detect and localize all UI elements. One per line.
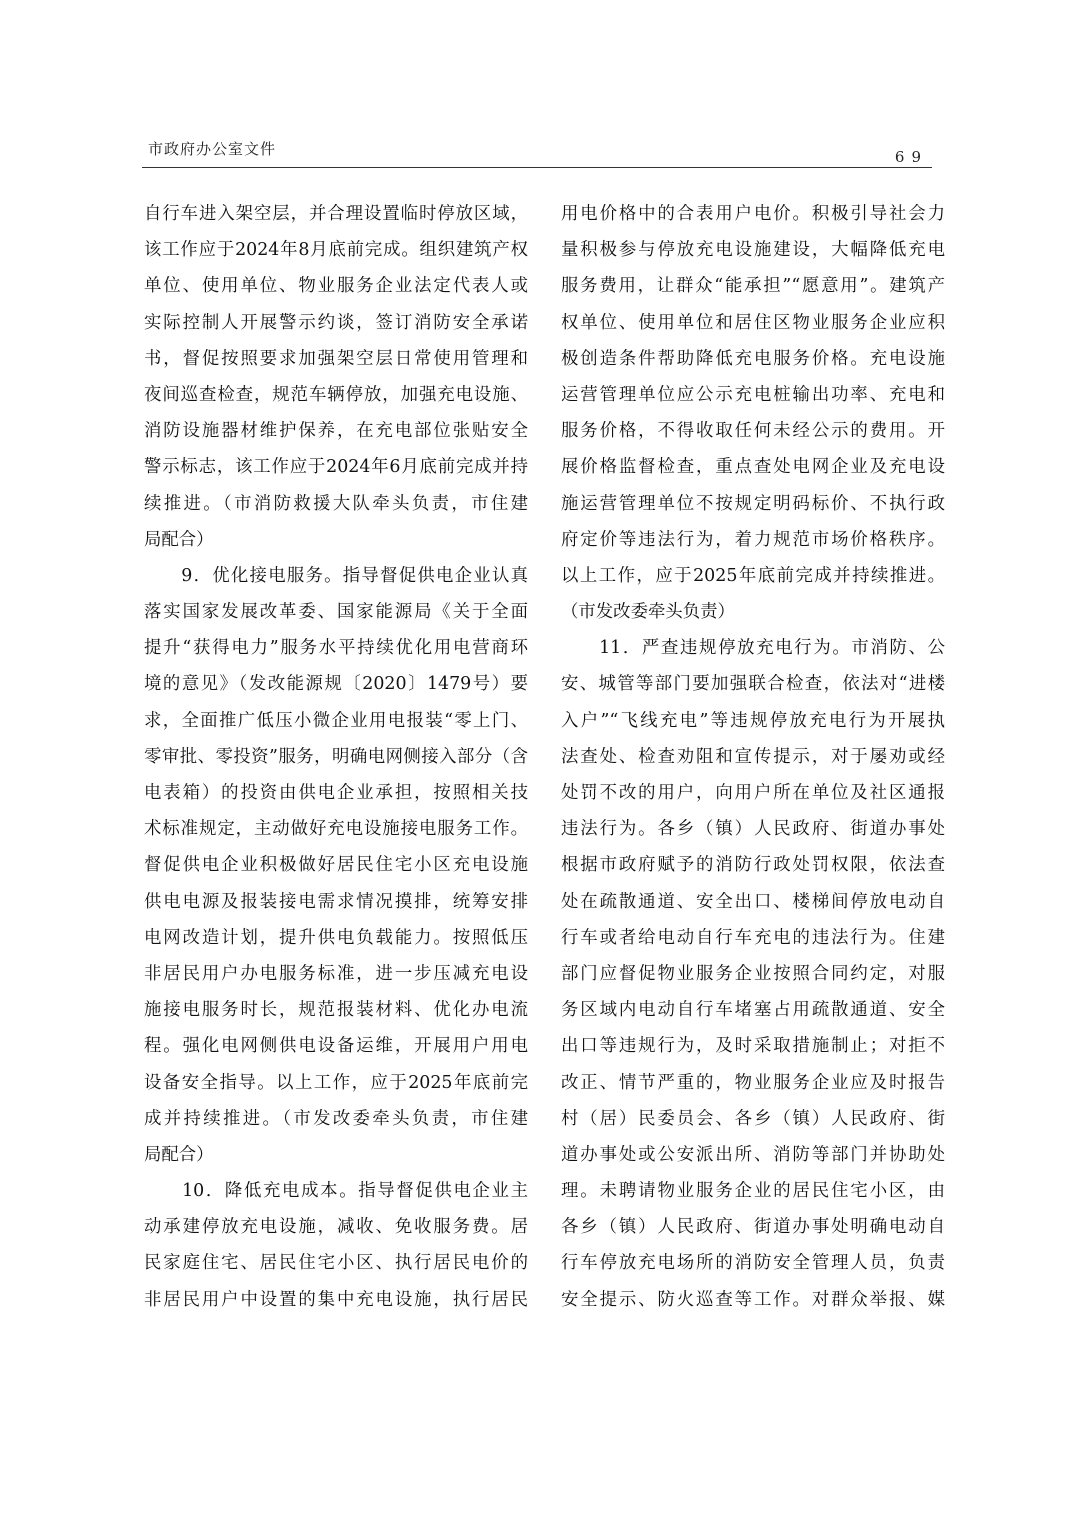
text-line: 局配合） bbox=[144, 1144, 214, 1165]
text-line: 安全提示、防火巡查等工作。对群众举报、媒 bbox=[561, 1289, 945, 1310]
text-line: 求，全面推广低压小微企业用电报装“零上门、 bbox=[144, 710, 528, 731]
text-line: 该工作应于2024年8月底前完成。组织建筑产权 bbox=[144, 240, 528, 261]
text-line: 境的意见》（发改能源规〔2020〕1479号）要 bbox=[144, 674, 528, 695]
header-title: 市政府办公室文件 bbox=[148, 140, 277, 158]
running-header bbox=[142, 134, 932, 168]
page-number: 69 bbox=[894, 148, 928, 166]
header-rule bbox=[142, 167, 932, 168]
text-line: 用电价格中的合表用户电价。积极引导社会力 bbox=[561, 204, 945, 224]
text-line: （市发改委牵头负责） bbox=[561, 602, 735, 623]
text-line: 权单位、使用单位和居住区物业服务企业应积 bbox=[561, 312, 945, 333]
left-column bbox=[144, 196, 528, 1318]
text-line: 出口等违规行为，及时采取措施制止；对拒不 bbox=[561, 1036, 945, 1057]
text-line: 法查处、检查劝阻和宣传提示，对于屡劝或经 bbox=[561, 746, 945, 767]
text-line: 极创造条件帮助降低充电服务价格。充电设施 bbox=[561, 348, 945, 369]
text-line: 施接电服务时长，规范报装材料、优化办电流 bbox=[144, 1000, 528, 1021]
right-column bbox=[561, 196, 945, 1318]
text-line: 术标准规定，主动做好充电设施接电服务工作。 bbox=[144, 819, 528, 840]
text-line: 程。强化电网侧供电设备运维，开展用户用电 bbox=[144, 1036, 528, 1057]
text-line: 务区域内电动自行车堵塞占用疏散通道、安全 bbox=[561, 1000, 945, 1021]
text-line: 处罚不改的用户，向用户所在单位及社区通报 bbox=[561, 783, 945, 803]
text-line: 夜间巡查检查，规范车辆停放，加强充电设施、 bbox=[144, 384, 528, 405]
text-line: 设备安全指导。以上工作，应于2025年底前完 bbox=[144, 1072, 528, 1093]
text-line: 处在疏散通道、安全出口、楼梯间停放电动自 bbox=[561, 891, 945, 912]
text-line: 非居民用户办电服务标准，进一步压减充电设 bbox=[144, 963, 528, 984]
text-line: 零审批、零投资”服务，明确电网侧接入部分（含 bbox=[144, 746, 528, 767]
text-line: 道办事处或公安派出所、消防等部门并协助处 bbox=[561, 1144, 945, 1165]
text-line: 动承建停放充电设施，减收、免收服务费。居 bbox=[144, 1217, 528, 1238]
text-line: 实际控制人开展警示约谈，签订消防安全承诺 bbox=[144, 312, 528, 333]
text-line: 供电电源及报装接电需求情况摸排，统筹安排 bbox=[144, 891, 528, 912]
text-line: 村（居）民委员会、各乡（镇）人民政府、街 bbox=[561, 1108, 945, 1129]
text-line: 警示标志，该工作应于2024年6月底前完成并持 bbox=[144, 457, 528, 478]
text-line: 书，督促按照要求加强架空层日常使用管理和 bbox=[144, 348, 528, 369]
text-line: 成并持续推进。（市发改委牵头负责，市住建 bbox=[144, 1108, 528, 1129]
text-line: 以上工作，应于2025年底前完成并持续推进。 bbox=[561, 565, 945, 586]
text-line: 局配合） bbox=[144, 529, 214, 550]
text-line: 施运营管理单位不按规定明码标价、不执行政 bbox=[561, 493, 945, 514]
text-line: 自行车进入架空层，并合理设置临时停放区域， bbox=[144, 204, 528, 224]
text-line: 11．严查违规停放充电行为。市消防、公 bbox=[561, 638, 945, 659]
text-line: 部门应督促物业服务企业按照合同约定，对服 bbox=[561, 963, 945, 984]
text-line: 改正、情节严重的，物业服务企业应及时报告 bbox=[561, 1072, 945, 1093]
text-line: 10．降低充电成本。指导督促供电企业主 bbox=[144, 1181, 528, 1202]
text-line: 督促供电企业积极做好居民住宅小区充电设施 bbox=[144, 855, 528, 876]
text-line: 运营管理单位应公示充电桩输出功率、充电和 bbox=[561, 384, 945, 405]
text-line: 府定价等违法行为，着力规范市场价格秩序。 bbox=[561, 529, 945, 550]
text-line: 入户”“飞线充电”等违规停放充电行为开展执 bbox=[561, 710, 945, 731]
text-line: 提升“获得电力”服务水平持续优化用电营商环 bbox=[144, 638, 528, 659]
text-line: 电表箱）的投资由供电企业承担，按照相关技 bbox=[144, 783, 528, 803]
text-line: 安、城管等部门要加强联合检查，依法对“进楼 bbox=[561, 674, 945, 695]
text-line: 9．优化接电服务。指导督促供电企业认真 bbox=[144, 565, 528, 586]
text-line: 续推进。（市消防救援大队牵头负责，市住建 bbox=[144, 493, 528, 514]
text-line: 量积极参与停放充电设施建设，大幅降低充电 bbox=[561, 240, 945, 261]
text-line: 展价格监督检查，重点查处电网企业及充电设 bbox=[561, 457, 945, 478]
text-line: 违法行为。各乡（镇）人民政府、街道办事处 bbox=[561, 819, 945, 840]
text-line: 落实国家发展改革委、国家能源局《关于全面 bbox=[144, 602, 528, 623]
text-line: 单位、使用单位、物业服务企业法定代表人或 bbox=[144, 276, 528, 297]
text-line: 服务费用，让群众“能承担”“愿意用”。建筑产 bbox=[561, 276, 945, 297]
text-line: 理。未聘请物业服务企业的居民住宅小区，由 bbox=[561, 1181, 945, 1202]
text-line: 根据市政府赋予的消防行政处罚权限，依法查 bbox=[561, 855, 945, 876]
text-line: 服务价格，不得收取任何未经公示的费用。开 bbox=[561, 421, 945, 442]
text-line: 各乡（镇）人民政府、街道办事处明确电动自 bbox=[561, 1217, 945, 1238]
text-line: 消防设施器材维护保养，在充电部位张贴安全 bbox=[144, 421, 528, 442]
text-line: 行车或者给电动自行车充电的违法行为。住建 bbox=[561, 927, 945, 948]
text-line: 电网改造计划，提升供电负载能力。按照低压 bbox=[144, 927, 528, 948]
text-line: 行车停放充电场所的消防安全管理人员，负责 bbox=[561, 1253, 945, 1274]
text-line: 民家庭住宅、居民住宅小区、执行居民电价的 bbox=[144, 1253, 528, 1274]
text-line: 非居民用户中设置的集中充电设施，执行居民 bbox=[144, 1289, 528, 1310]
